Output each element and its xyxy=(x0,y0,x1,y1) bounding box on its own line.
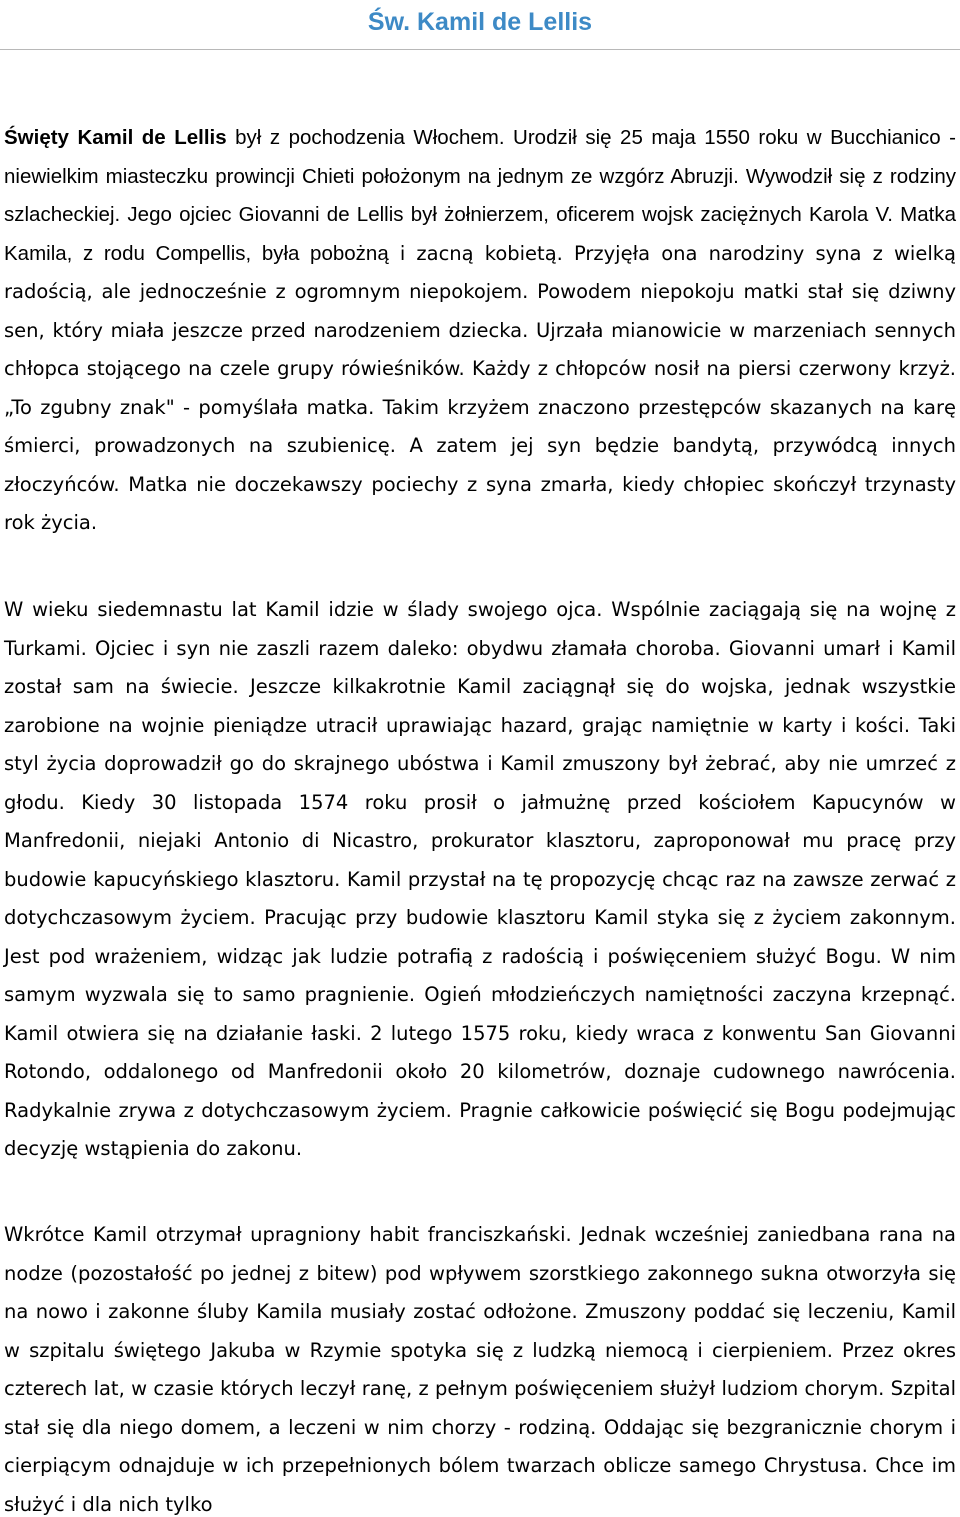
paragraph-1 xyxy=(4,119,956,543)
paragraph-1-body: i zacną kobietą. Przyjęła ona narodziny syna z wielką radością, ale jednocześnie z ogromnym niepokojem. Powodem niepokoju matki stał się dziwny sen, który miała jeszcze przed narodzeniem dziecka. Ujrzała mianowicie w marzeniach sennych chłopca stojącego na czele grupy rówieśników. Każdy z chłopców nosił na piersi czerwony krzyż. „To zgubny znak" - pomyślała matka. Takim krzyżem znaczono przestępców skazanych na karę śmierci, prowadzonych na szubienicę. A zatem jej syn będzie bandytą, przywódcą innych złoczyńców. Matka nie doczekawszy pociechy z syna zmarła, kiedy chłopiec skończył trzynasty rok życia. xyxy=(4,241,956,534)
paragraph-1-intro-text: był z pochodzenia Włochem. Urodził się 25 maja 1550 roku w Bucchianico - niewielkim miasteczku prowincji Chieti położonym na jednym ze wzgórz Abruzji. Wywodził się z rodziny szlacheckiej. Jego ojciec Giovanni de Lellis był żołnierzem, oficerem wojsk zaciężnych Karola V. Matka Kamila, z rodu Compellis, była pobożną xyxy=(4,126,956,265)
document-title: Św. Kamil de Lellis xyxy=(367,8,593,36)
title-divider xyxy=(0,49,960,50)
paragraph-2: W wieku siedemnastu lat Kamil idzie w ślady swojego ojca. Wspólnie zaciągają się na wojnę z Turkami. Ojciec i syn nie zaszli razem daleko: obydwu złamała choroba. Giovanni umarł i Kamil został sam na świecie. Jeszcze kilkakrotnie Kamil zaciągnął się do wojska, jednak wszystkie zarobione na wojnie pieniądze utracił uprawiając hazard, grając namiętnie w karty i kości. Taki styl życia doprowadził go do skrajnego ubóstwa i Kamil zmuszony był żebrać, aby nie umrzeć z głodu. Kiedy 30 listopada 1574 roku prosił o jałmużnę przed kościołem Kapucynów w Manfredonii, niejaki Antonio di Nicastro, prokurator klasztoru, zaproponował mu pracę przy budowie kapucyńskiego klasztoru. Kamil przystał na tę propozycję chcąc raz na zawsze zerwać z dotychczasowym życiem. Pracując przy budowie klasztoru Kamil styka się z życiem zakonnym. Jest pod wrażeniem, widząc jak ludzie potrafią z radością i poświęceniem służyć Bogu. W nim samym wyzwala się to samo pragnienie. Ogień młodzieńczych namiętności zaczyna krzepnąć. Kamil otwiera się na działanie łaski. 2 lutego 1575 roku, kiedy wraca z konwentu San Giovanni Rotondo, oddalonego od Manfredonii około 20 kilometrów, doznaje cudownego nawrócenia. Radykalnie zrywa z dotychczasowym życiem. Pragnie całkowicie poświęcić się Bogu podejmując decyzję wstąpienia do zakonu. xyxy=(4,598,956,1160)
paragraph-3: Wkrótce Kamil otrzymał upragniony habit franciszkański. Jednak wcześniej zaniedbana rana na nodze (pozostałość po jednej z bitew) pod wpływem szorstkiego zakonnego sukna otworzyła się na nowo i zakonne śluby Kamila musiały zostać odłożone. Zmuszony poddać się leczeniu, Kamil w szpitalu świętego Jakuba w Rzymie spotyka się z ludzką niemocą i cierpieniem. Przez okres czterech lat, w czasie których leczył ranę, z pełnym poświęceniem służył ludziom chorym. Szpital stał się dla niego domem, a leczeni w nim chorzy - rodziną. Oddając się bezgranicznie chorym i cierpiącym odnajduje w ich przepełnionych bólem twarzach oblicze samego Chrystusa. Chce im służyć i dla nich tylko xyxy=(4,1223,956,1516)
saint-name-bold: Święty Kamil de Lellis xyxy=(4,126,227,149)
